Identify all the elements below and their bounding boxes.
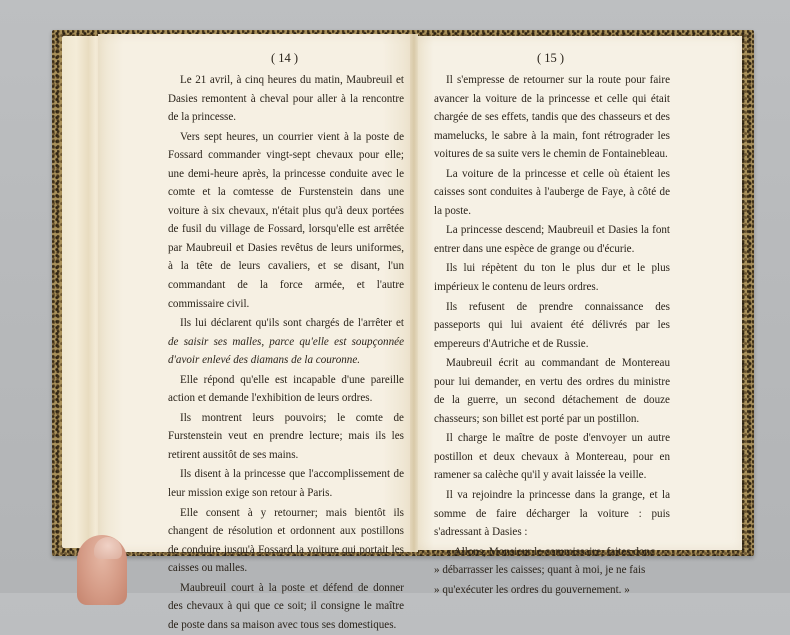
paragraph: Il charge le maître de poste d'envoyer un autre postillon et deux chevaux à Montereau, pour en ramener sa calèche qu'il y avait laissée la veille. xyxy=(434,432,670,482)
right-page-text xyxy=(434,71,670,600)
paragraph: La princesse descend; Maubreuil et Dasies la font entrer dans une espèce de grange ou d'écurie. xyxy=(434,224,670,255)
paragraph: Elle répond qu'elle est incapable d'une pareille action et demande l'exhibition de leurs ordres. xyxy=(168,373,404,405)
quote-line: » qu'exécuter les ordres du gouvernement. » xyxy=(434,583,630,596)
paragraph: Il va rejoindre la princesse dans la grange, et la somme de faire décharger la voiture : puis s'adressant à Dasies : xyxy=(434,489,670,539)
paragraph: Ils lui répètent du ton le plus dur et le plus impérieux le contenu de leurs ordres. xyxy=(434,262,670,294)
page-number-left: ( 14 ) xyxy=(271,51,299,65)
paragraph-italic: de saisir ses malles, parce qu'elle est soupçonnée d'avoir enlevé des diamans de la couronne. xyxy=(168,335,404,367)
paragraph: Ils refusent de prendre connaissance des passeports qui lui avaient été délivrés par les empereurs d'Autriche et de Russie. xyxy=(434,300,670,350)
paragraph: Le 21 avril, à cinq heures du matin, Maubreuil et Dasies remontent à cheval pour aller à la rencontre de la princesse. xyxy=(168,74,404,124)
paragraph: Vers sept heures, un courrier vient à la poste de Fossard commander vingt-sept chevaux pour elle; une demi-heure après, la princesse conduite avec le comte et la comtesse de Furstenstein dans une voiture à six chevaux, n'était plus qu'à deux portées de fusil du village de Fossard, lorsqu'elle est arrêtée par Maubreuil et Dasies revêtus de leurs uniformes, à la tête de leurs cavaliers, et se disant, l'un commandant de la force armée, et l'autre commissaire civil. xyxy=(168,130,404,310)
paragraph: La voiture de la princesse et celle où étaient les caisses sont conduites à l'auberge de Faye, à côté de la poste. xyxy=(434,167,670,217)
paragraph: Il s'empresse de retourner sur la route pour faire avancer la voiture de la princesse et celle qui était chargée de ses effets, tandis que des chasseurs et des mamelucks, le sabre à la main, font rétrograder les voitures de sa suite vers le chemin de Fontainebleau. xyxy=(434,74,670,161)
paragraph: Ils montrent leurs pouvoirs; le comte de Furstenstein veut en prendre lecture; mais ils les retirent aussitôt de ses mains. xyxy=(168,411,404,461)
paragraph: Elle consent à y retourner; mais bientôt ils changent de résolution et ordonnent aux postillons de conduire jusqu'à Fossard la voiture qui portait les caisses ou malles. xyxy=(168,506,404,575)
paragraph: Maubreuil court à la poste et défend de donner des chevaux à qui que ce soit; il consigne le maître de poste dans sa maison avec tous ses domestiques. xyxy=(168,581,404,631)
thumbnail xyxy=(94,537,122,559)
paragraph-arrest xyxy=(168,314,404,370)
paragraph: Ils disent à la princesse que l'accomplissement de leur mission exige son retour à Paris. xyxy=(168,468,404,500)
quote-line: » débarrasser les caisses; quant à moi, je ne fais xyxy=(434,564,646,577)
left-page-text xyxy=(168,71,404,635)
book-gutter xyxy=(410,34,418,552)
page-number-right: ( 15 ) xyxy=(537,51,565,65)
paragraph-roman: Ils lui déclarent qu'ils sont chargés de l'arrêter et xyxy=(180,317,404,330)
quote-line: « Allons, Monsieur le commissaire, faites donc xyxy=(446,545,655,558)
paragraph: Maubreuil écrit au commandant de Montereau pour lui demander, en vertu des ordres du ministre de la guerre, un second détachement de douze chasseurs; son billet est porté par un postillon. xyxy=(434,357,670,425)
